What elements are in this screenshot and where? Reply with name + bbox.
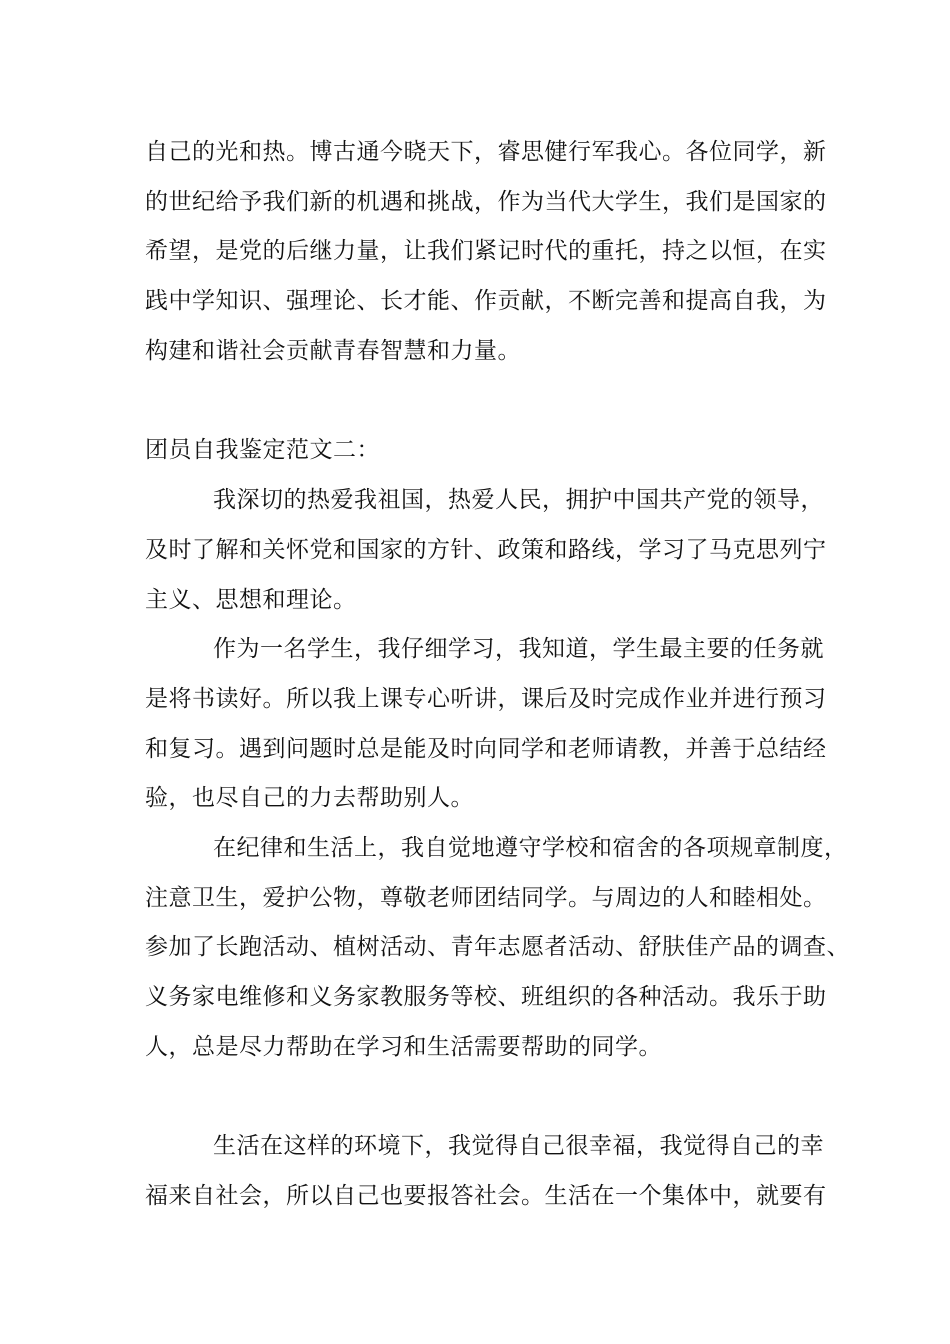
text-line: 福来自社会，所以自己也要报答社会。生活在一个集体中，就要有 — [145, 1183, 827, 1209]
text-line: 义务家电维修和义务家教服务等校、班组织的各种活动。我乐于助 — [145, 984, 827, 1010]
text-line: 的世纪给予我们新的机遇和挑战，作为当代大学生，我们是国家的 — [145, 189, 827, 215]
text-line: 生活在这样的环境下，我觉得自己很幸福，我觉得自己的幸 — [213, 1133, 824, 1159]
text-line: 主义、思想和理论。 — [145, 587, 357, 613]
text-line: 希望，是党的后继力量，让我们紧记时代的重托，持之以恒，在实 — [145, 238, 827, 264]
text-line: 和复习。遇到问题时总是能及时向同学和老师请教，并善于总结经 — [145, 736, 827, 762]
text-line: 践中学知识、强理论、长才能、作贡献，不断完善和提高自我，为 — [145, 288, 827, 314]
text-line: 在纪律和生活上，我自觉地遵守学校和宿舍的各项规章制度， — [213, 835, 848, 861]
text-line: 作为一名学生，我仔细学习，我知道，学生最主要的任务就 — [213, 636, 824, 662]
text-line: 是将书读好。所以我上课专心听讲，课后及时完成作业并进行预习 — [145, 686, 827, 712]
section-heading: 团员自我鉴定范文二： — [145, 437, 380, 463]
text-line: 参加了长跑活动、植树活动、青年志愿者活动、舒肤佳产品的调查、 — [145, 934, 850, 960]
text-line: 人，总是尽力帮助在学习和生活需要帮助的同学。 — [145, 1034, 662, 1060]
text-line: 注意卫生，爱护公物，尊敬老师团结同学。与周边的人和睦相处。 — [145, 885, 827, 911]
text-line: 自己的光和热。博古通今晓天下，睿思健行军我心。各位同学，新 — [145, 139, 827, 165]
text-line: 验，也尽自己的力去帮助别人。 — [145, 785, 474, 811]
text-line: 我深切的热爱我祖国，热爱人民，拥护中国共产党的领导， — [213, 487, 824, 513]
text-line: 构建和谐社会贡献青春智慧和力量。 — [145, 338, 521, 364]
text-line: 及时了解和关怀党和国家的方针、政策和路线，学习了马克思列宁 — [145, 537, 827, 563]
